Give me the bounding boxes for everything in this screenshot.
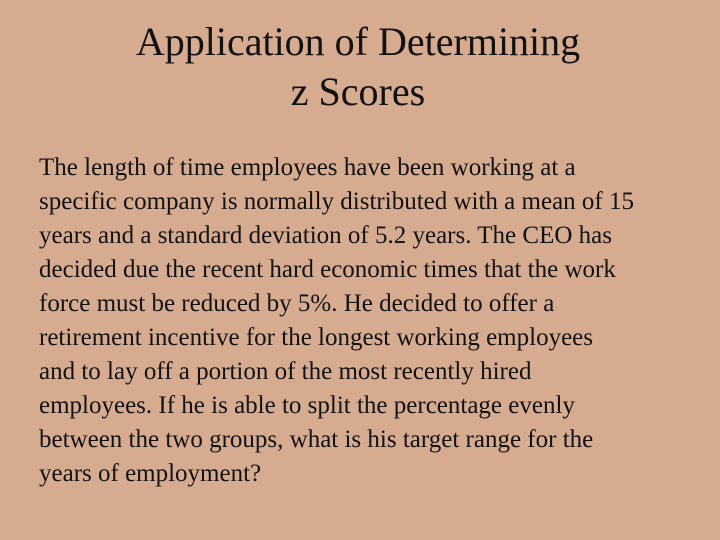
body-text-line: and to lay off a portion of the most recently hired	[39, 358, 532, 385]
body-text-line: retirement incentive for the longest working employees	[39, 324, 593, 351]
slide-body-text	[39, 151, 711, 491]
body-text-line: The length of time employees have been working at a	[39, 154, 576, 181]
slide-title	[0, 17, 716, 117]
slide-title-line: Application of Determining	[135, 19, 581, 64]
body-text-line: years of employment?	[39, 460, 262, 487]
body-text-line: decided due the recent hard economic times that the work	[39, 256, 616, 283]
body-text-line: between the two groups, what is his target range for the	[39, 426, 594, 453]
body-text-line: employees. If he is able to split the percentage evenly	[39, 392, 575, 419]
body-text-line: specific company is normally distributed with a mean of 15	[39, 188, 634, 215]
slide-title-line: z Scores	[290, 69, 426, 114]
body-text-line: years and a standard deviation of 5.2 years. The CEO has	[39, 222, 612, 249]
body-text-line: force must be reduced by 5%. He decided to offer a	[39, 290, 555, 317]
